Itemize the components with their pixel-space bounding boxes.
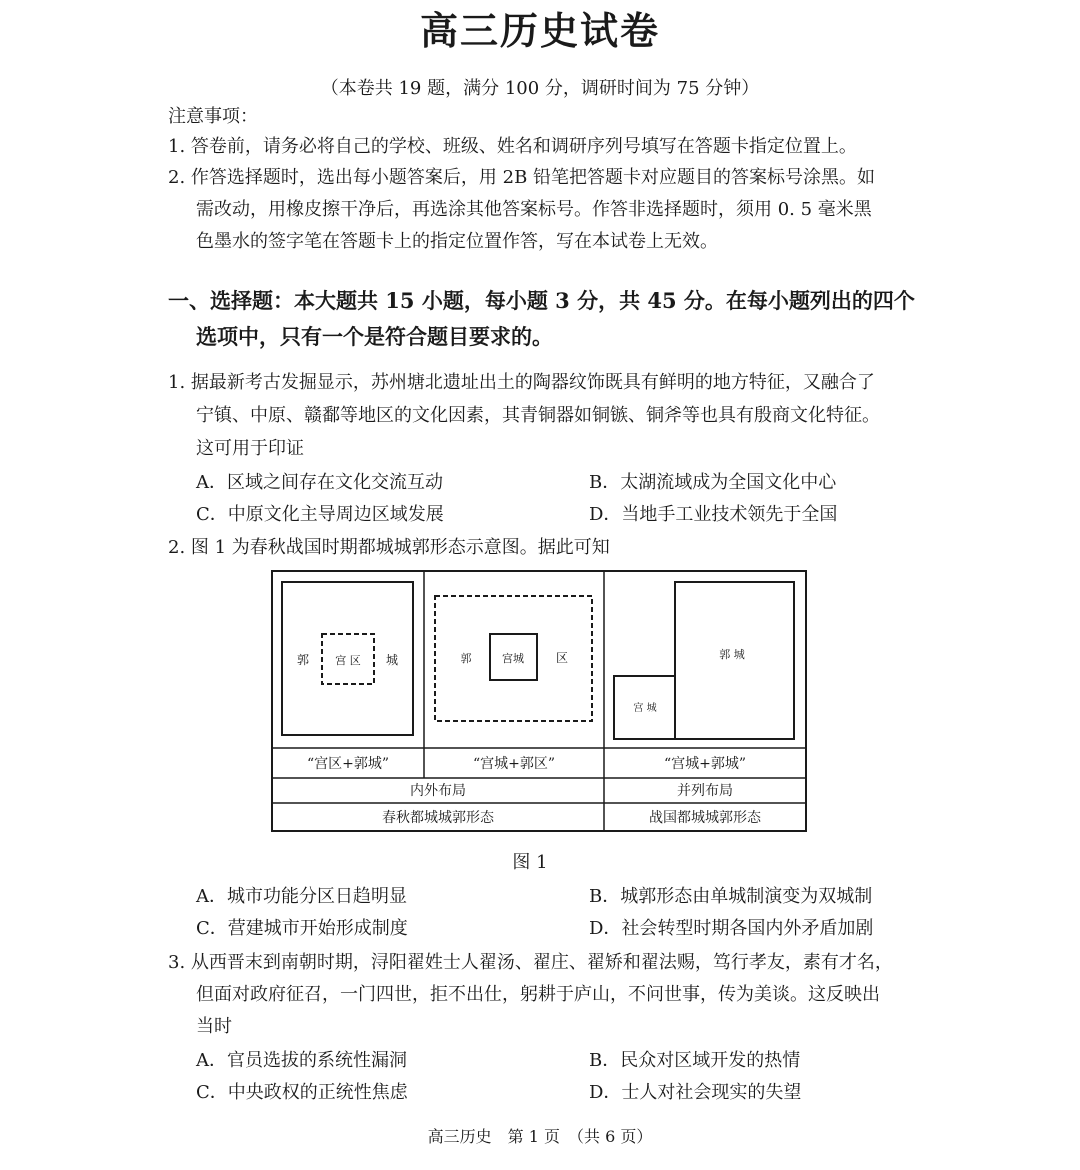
figure-1-caption: 图 1 (512, 852, 548, 873)
page-footer: 高三历史 第 1 页 （共 6 页） (427, 1127, 653, 1146)
notes-heading: 注意事项： (168, 106, 258, 127)
question-1-option-b: B．太湖流域成为全国文化中心 (589, 472, 837, 493)
exam-title: 高三历史试卷 (419, 8, 660, 53)
question-2-option-d: D．社会转型时期各国内外矛盾加剧 (589, 918, 874, 939)
question-1-option-d: D．当地手工业技术领先于全国 (589, 504, 838, 525)
panel-2-label-right: 区 (555, 651, 569, 665)
question-3-option-a: A．官员选拔的系统性漏洞 (196, 1050, 407, 1071)
question-2-option-a: A．城市功能分区日趋明显 (196, 886, 407, 907)
figure-layout-parallel: 并列布局 (677, 783, 733, 799)
panel-1-label-left: 郭 (296, 653, 310, 667)
panel-2-label-left: 郭 (460, 652, 472, 665)
figure-label-palace-area-outer-city: “宫区+郭城” (306, 756, 390, 772)
figure-label-palace-city-outer-area: “宫城+郭区” (472, 756, 556, 772)
notes-item-2-line-2: 需改动，用橡皮擦干净后，再选涂其他答案标号。作答非选择题时，须用 0. 5 毫米黑 (196, 199, 872, 220)
panel-3-label-small: 宫 城 (633, 703, 657, 714)
question-3-option-b: B．民众对区域开发的热情 (589, 1050, 801, 1071)
question-1-option-a: A．区域之间存在文化交流互动 (196, 472, 443, 493)
panel-3-label-large: 郭 城 (719, 648, 745, 661)
exam-subtitle: （本卷共 19 题，满分 100 分，调研时间为 75 分钟） (320, 78, 760, 99)
section-1-heading-line-2: 选项中，只有一个是符合题目要求的。 (196, 324, 553, 349)
figure-period-warring-states: 战国都城城郭形态 (649, 810, 761, 826)
question-1-line-3: 这可用于印证 (196, 438, 304, 459)
panel-1-label-right: 城 (385, 653, 399, 667)
question-2-option-b: B．城郭形态由单城制演变为双城制 (589, 886, 873, 907)
panel-2-label-center: 宫城 (502, 652, 524, 665)
figure-label-palace-city-outer-city: “宫城+郭城” (663, 756, 747, 772)
question-3-option-c: C．中央政权的正统性焦虑 (196, 1082, 408, 1103)
question-1-line-1: 1. 据最新考古发掘显示，苏州塘北遗址出土的陶器纹饰既具有鲜明的地方特征，又融合了 (168, 372, 875, 393)
notes-item-1: 1. 答卷前，请务必将自己的学校、班级、姓名和调研序列号填写在答题卡指定位置上。 (168, 136, 857, 157)
notes-item-2-line-3: 色墨水的签字笔在答题卡上的指定位置作答，写在本试卷上无效。 (196, 231, 718, 252)
question-3-line-1: 3. 从西晋末到南朝时期，浔阳翟姓士人翟汤、翟庄、翟矫和翟法赐，笃行孝友，素有才名， (168, 952, 893, 973)
notes-item-2-line-1: 2. 作答选择题时，选出每小题答案后，用 2B 铅笔把答题卡对应题目的答案标号涂黑。如 (168, 167, 876, 188)
question-1-option-c: C．中原文化主导周边区域发展 (196, 504, 444, 525)
question-3-line-3: 当时 (196, 1016, 232, 1037)
section-1-heading-line-1: 一、选择题：本大题共 15 小题，每小题 3 分，共 45 分。在每小题列出的四个 (168, 288, 915, 313)
question-3-line-2: 但面对政府征召，一门四世，拒不出仕，躬耕于庐山，不问世事，传为美谈。这反映出 (196, 984, 880, 1005)
figure-layout-inner-outer: 内外布局 (410, 783, 466, 799)
question-3-option-d: D．士人对社会现实的失望 (589, 1082, 802, 1103)
figure-period-spring-autumn: 春秋都城城郭形态 (382, 810, 494, 826)
figure-1-city-forms (271, 570, 807, 832)
panel-1-label-center: 宫 区 (335, 654, 361, 667)
question-2-stem: 2. 图 1 为春秋战国时期都城城郭形态示意图。据此可知 (168, 537, 610, 558)
question-1-line-2: 宁镇、中原、赣鄱等地区的文化因素，其青铜器如铜镞、铜斧等也具有殷商文化特征。 (196, 405, 880, 426)
question-2-option-c: C．营建城市开始形成制度 (196, 918, 408, 939)
